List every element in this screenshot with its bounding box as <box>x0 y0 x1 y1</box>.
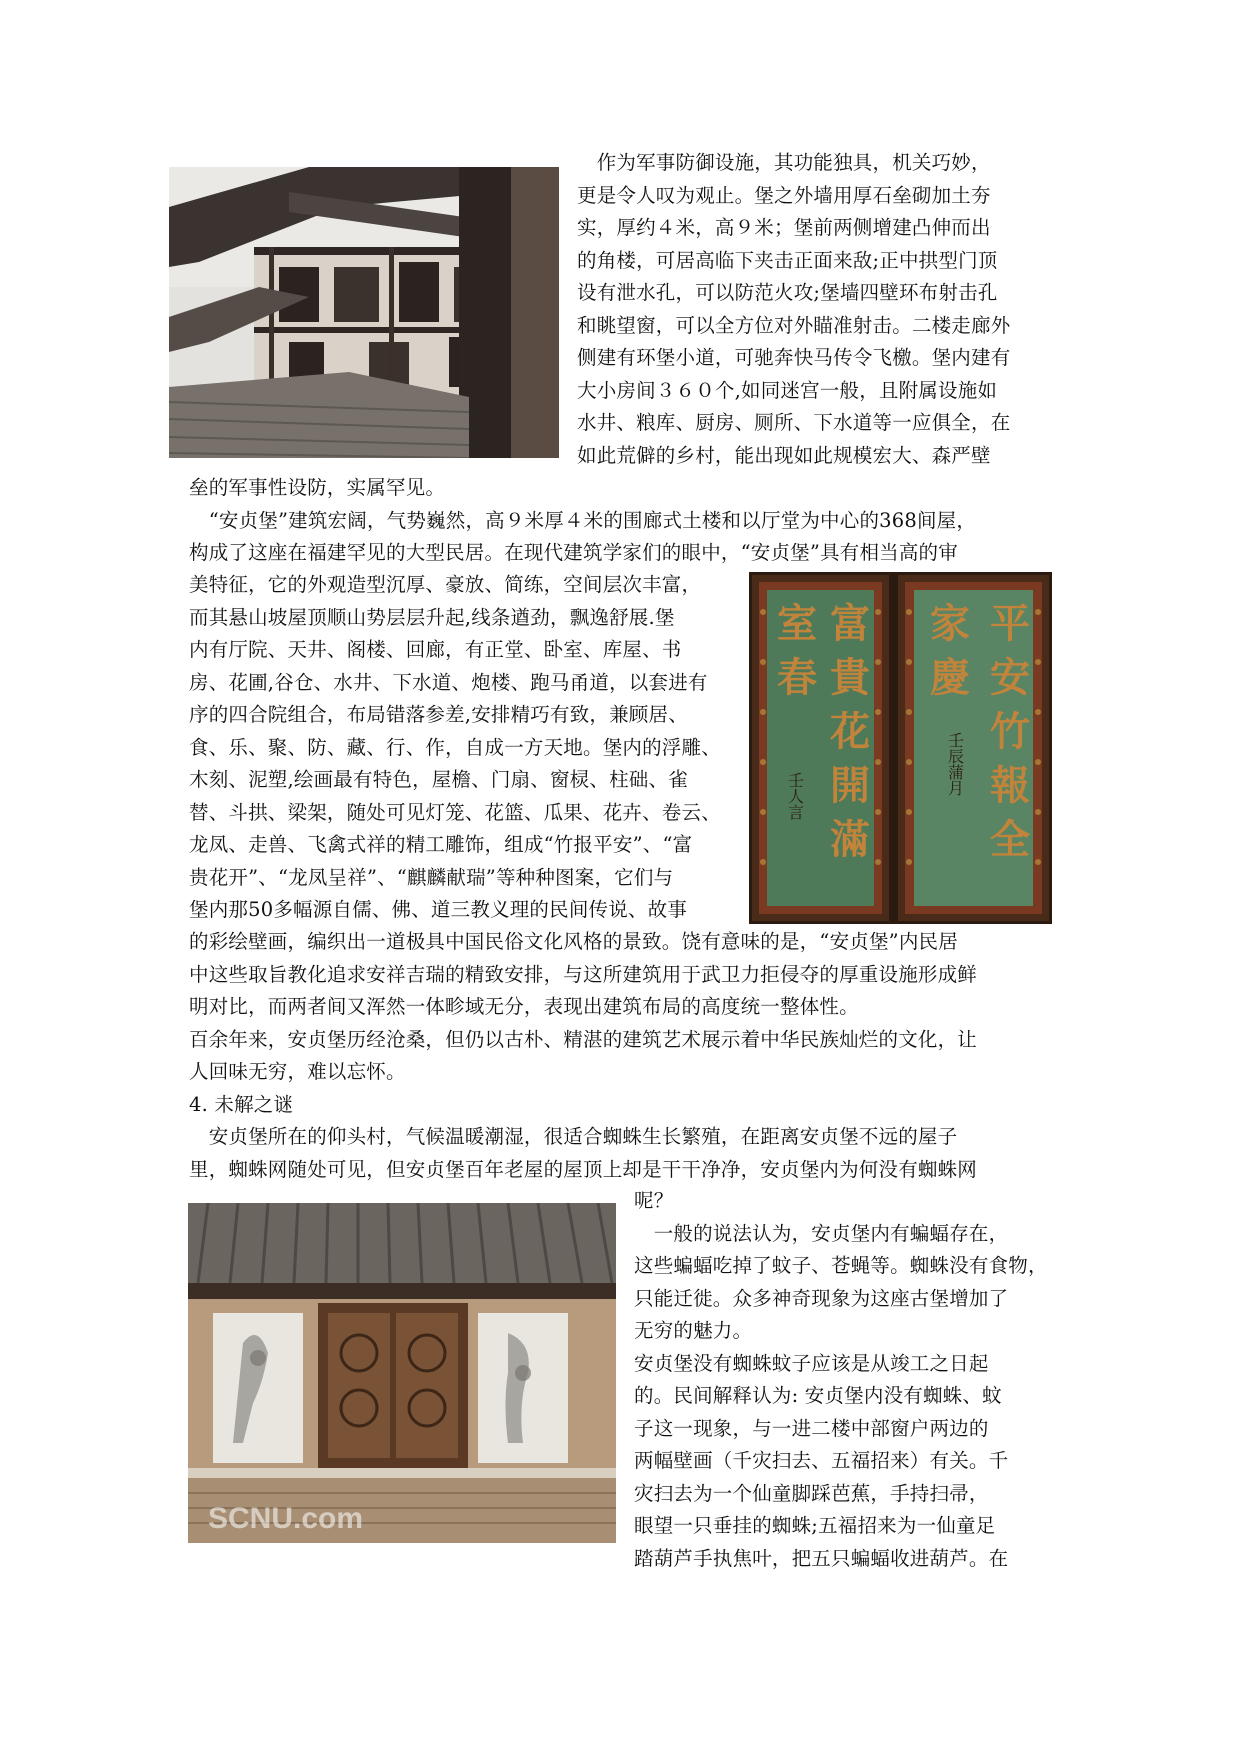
text-line: 的彩绘壁画，编织出一道极具中国民俗文化风格的景致。饶有意味的是，“安贞堡”内民居 <box>189 930 958 953</box>
text-line: 安贞堡所在的仰头村，气候温暖潮湿，很适合蜘蛛生长繁殖，在距离安贞堡不远的屋子 <box>189 1125 958 1148</box>
text-line: 百余年来，安贞堡历经沧桑，但仍以古朴、精湛的建筑艺术展示着中华民族灿烂的文化，让 <box>189 1027 978 1051</box>
text-line: 如此荒僻的乡村，能出现如此规模宏大、森严壁 <box>577 443 991 467</box>
text-line: 中这些取旨教化追求安祥吉瑞的精致安排，与这所建筑用于武卫力拒侵夺的厚重设施形成鲜 <box>189 962 978 986</box>
plaque-left-col2: 室春 <box>770 602 818 710</box>
plaque-right-inscription: 壬辰蒲月 <box>945 732 965 796</box>
text-line: 的角楼，可居高临下夹击正面来敌;正中拱型门顶 <box>577 248 998 272</box>
text-line: 替、斗拱、梁架，随处可见灯笼、花篮、瓜果、花卉、卷云、 <box>189 800 721 824</box>
text-line: 的。民间解释认为: 安贞堡内没有蜘蛛、蚊 <box>634 1384 1002 1407</box>
text-line: 实，厚约４米，高９米；堡前两侧增建凸伸而出 <box>577 216 991 239</box>
text-line: 设有泄水孔，可以防范火攻;堡墙四壁环布射击孔 <box>577 281 998 304</box>
text-line: 构成了这座在福建罕见的大型民居。在现代建筑学家们的眼中，“安贞堡”具有相当高的审 <box>189 541 958 564</box>
text-line: 垒的军事性设防，实属罕见。 <box>189 476 446 499</box>
plaque-left-col1: 富貴花開滿 <box>823 602 871 872</box>
photo-mural-wall <box>188 1203 616 1543</box>
paragraph-defense-features <box>577 147 1010 472</box>
text-line: 堡内那50多幅源自儒、佛、道三教义理的民间传说、故事 <box>189 898 688 921</box>
section-heading: 4. 未解之谜 <box>189 1092 294 1116</box>
text-line: 这些蝙蝠吃掉了蚊子、苍蝇等。蜘蛛没有食物， <box>634 1254 1048 1277</box>
text-line: 贵花开”、“龙凤呈祥”、“麒麟献瑞”等种种图案，它们与 <box>189 865 674 889</box>
text-line: 和眺望窗，可以全方位对外瞄准射击。二楼走廊外 <box>577 313 1011 337</box>
text-line: 美特征，它的外观造型沉厚、豪放、简练，空间层次丰富， <box>189 573 702 596</box>
paragraph-cultural-contrast <box>189 926 977 1186</box>
text-line: 序的四合院组合，布局错落参差,安排精巧有致，兼顾居、 <box>189 703 688 726</box>
text-line: 食、乐、聚、防、藏、行、作，自成一方天地。堡内的浮雕、 <box>189 735 721 759</box>
text-line: 安贞堡没有蜘蛛蚊子应该是从竣工之日起 <box>634 1351 989 1375</box>
plaque-right-col1: 平安竹報全 <box>983 602 1031 872</box>
paragraph-spider-mystery <box>634 1185 1048 1575</box>
text-line: 木刻、泥塑,绘画最有特色，屋檐、门扇、窗棂、柱础、雀 <box>189 768 688 791</box>
photo-earth-building-roofs <box>169 167 559 458</box>
text-line: 踏葫芦手执焦叶，把五只蝙蝠收进葫芦。在 <box>634 1546 1009 1570</box>
text-line: 两幅壁画（千灾扫去、五福招来）有关。千 <box>634 1449 1009 1472</box>
text-line: 内有厅院、天井、阁楼、回廊，有正堂、卧室、库屋、书 <box>189 638 682 661</box>
text-line: 眼望一只垂挂的蜘蛛;五福招来为一仙童足 <box>634 1514 996 1537</box>
paragraph-architecture-intro <box>189 472 976 570</box>
text-line: 灾扫去为一个仙童脚踩芭蕉，手持扫帚， <box>634 1481 989 1505</box>
text-line: 龙凤、走兽、飞禽式祥的精工雕饰，组成“竹报平安”、“富 <box>189 833 693 856</box>
photo-watermark: SCNU.com <box>208 1502 364 1535</box>
plaque-right-col2: 家慶 <box>923 602 971 710</box>
text-line: 大小房间３６０个,如同迷宫一般，且附属设施如 <box>577 378 998 402</box>
text-line: “安贞堡”建筑宏阔，气势巍然，高９米厚４米的围廊式土楼和以厅堂为中心的368间屋， <box>189 508 977 532</box>
text-line: 子这一现象，与一进二楼中部窗户两边的 <box>634 1416 989 1440</box>
photo-carved-plaques <box>749 572 1052 924</box>
text-line: 里，蜘蛛网随处可见，但安贞堡百年老屋的屋顶上却是干干净净，安贞堡内为何没有蜘蛛网 <box>189 1157 978 1181</box>
text-line: 而其悬山坡屋顶顺山势层层升起,线条遒劲，飘逸舒展.堡 <box>189 605 675 629</box>
text-line: 只能迁徙。众多神奇现象为这座古堡增加了 <box>634 1286 1009 1310</box>
text-line: 侧建有环堡小道，可驰奔快马传令飞檄。堡内建有 <box>577 346 1011 369</box>
text-line: 房、花圃,谷仓、水井、下水道、炮楼、跑马甬道，以套进有 <box>189 670 708 694</box>
text-line: 呢？ <box>634 1189 674 1212</box>
text-line: 人回味无穷，难以忘怀。 <box>189 1060 406 1083</box>
text-line: 无穷的魅力。 <box>634 1319 753 1342</box>
text-line: 一般的说法认为，安贞堡内有蝙蝠存在， <box>634 1221 1009 1245</box>
paragraph-architecture-details <box>189 569 721 927</box>
text-line: 更是令人叹为观止。堡之外墙用厚石垒砌加土夯 <box>577 183 991 207</box>
text-line: 作为军事防御设施，其功能独具，机关巧妙， <box>577 151 991 174</box>
text-line: 水井、粮库、厨房、厕所、下水道等一应俱全，在 <box>577 411 1011 434</box>
text-line: 明对比，而两者间又浑然一体畛域无分，表现出建筑布局的高度统一整体性。 <box>189 995 859 1018</box>
plaque-left-inscription: 壬人言 <box>785 772 805 820</box>
